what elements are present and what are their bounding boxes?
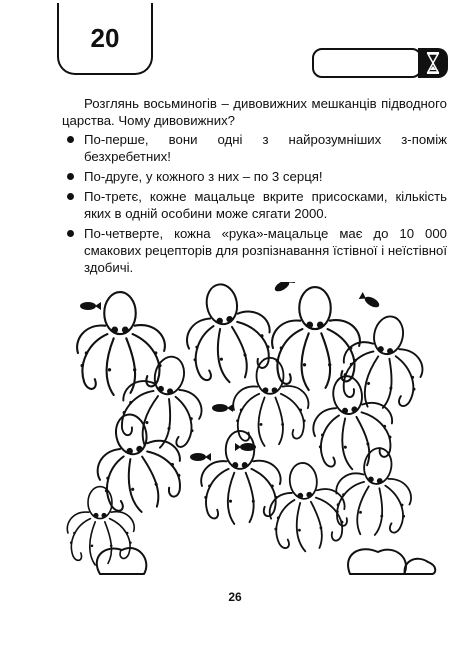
fish-icon bbox=[80, 302, 101, 310]
fish-icon bbox=[273, 282, 295, 293]
octopus-figure bbox=[307, 371, 399, 474]
rock-shape bbox=[405, 559, 436, 574]
bullet-icon bbox=[67, 136, 74, 143]
rock-shape bbox=[348, 549, 406, 574]
fact-item: По-четверте, кожна «рука»-мацальце має до 10 000 смакових рецепторів для розпізнавання їстівної і неїстівної здобичі. bbox=[62, 225, 447, 276]
time-answer-field[interactable] bbox=[312, 48, 422, 78]
bullet-icon bbox=[67, 173, 74, 180]
bullet-icon bbox=[67, 230, 74, 237]
fact-item: По-перше, вони одні з найрозумніших з-поміж безхребетних! bbox=[62, 131, 447, 165]
octopus-figure bbox=[178, 282, 277, 388]
task-text bbox=[62, 95, 447, 279]
hourglass-icon bbox=[418, 48, 448, 78]
bullet-icon bbox=[67, 193, 74, 200]
rock-shape bbox=[97, 548, 147, 574]
octopus-figure bbox=[201, 431, 280, 524]
page-number: 26 bbox=[228, 590, 242, 604]
task-number-box bbox=[57, 3, 153, 75]
octopuses-illustration bbox=[60, 282, 445, 582]
fish-icon bbox=[235, 443, 256, 451]
fish-icon bbox=[190, 453, 211, 461]
fish-icon bbox=[359, 292, 381, 309]
facts-list bbox=[62, 131, 447, 276]
task-number: 20 bbox=[90, 22, 120, 53]
octopus-figure bbox=[87, 406, 189, 519]
fish-icon bbox=[212, 404, 233, 412]
fact-item: По-друге, у кожного з них – по 3 серця! bbox=[62, 168, 447, 185]
octopus-figure bbox=[265, 459, 349, 555]
intro-paragraph: Розглянь восьминогів – дивовижних мешканців підводного царства. Чому дивовижних? bbox=[62, 96, 447, 128]
fact-item: По-третє, кожне мацальце вкрите присосками, кількість яких в одній особини може сягати 2000. bbox=[62, 188, 447, 222]
